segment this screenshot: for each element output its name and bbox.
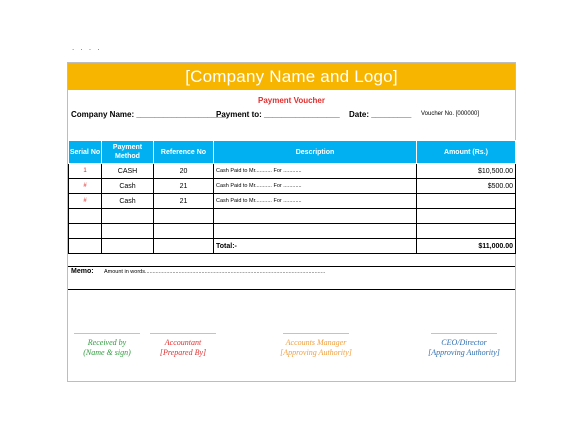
method-cell: Cash — [102, 179, 154, 194]
table-row — [69, 164, 516, 179]
signature-subtitle: [Prepared By] — [159, 348, 207, 357]
signature-subtitle: (Name & sign) — [83, 348, 131, 357]
signature-title: Accountant — [164, 338, 202, 347]
method-cell — [102, 224, 154, 239]
amount-cell: $500.00 — [417, 179, 516, 194]
accounts-manager-signature — [268, 333, 364, 358]
amount-cell — [417, 194, 516, 209]
empty-cell — [102, 239, 154, 254]
company-name-field: Company Name: ____________________ — [71, 110, 226, 119]
reference-cell: 21 — [154, 194, 214, 209]
serial-cell: # — [69, 179, 102, 194]
signature-subtitle: [Approving Authority] — [280, 348, 352, 357]
total-amount: $11,000.00 — [417, 239, 516, 254]
accountant-signature — [148, 333, 218, 358]
serial-cell — [69, 224, 102, 239]
voucher-meta — [68, 110, 515, 122]
empty-cell — [154, 239, 214, 254]
description-cell: Cash Paid to Mr........... For ............ — [214, 164, 417, 179]
method-cell: Cash — [102, 194, 154, 209]
payment-to-field: Payment to: _________________ — [216, 110, 340, 119]
method-cell: CASH — [102, 164, 154, 179]
signature-title: Accounts Manager — [285, 338, 347, 347]
reference-cell: 20 — [154, 164, 214, 179]
col-description: Description — [214, 141, 417, 164]
voucher-table — [68, 140, 516, 254]
table-row — [69, 224, 516, 239]
table-header-row — [69, 141, 516, 164]
table-row — [69, 179, 516, 194]
payment-voucher-sheet — [67, 62, 516, 382]
empty-cell — [69, 239, 102, 254]
signature-title: CEO/Director — [441, 338, 487, 347]
signature-title: Received by — [87, 338, 127, 347]
total-label: Total:- — [214, 239, 417, 254]
received-by-signature — [72, 333, 142, 358]
memo-label: Memo: — [71, 268, 94, 275]
table-row — [69, 209, 516, 224]
serial-cell: 1 — [69, 164, 102, 179]
memo-row — [68, 266, 515, 290]
amount-cell — [417, 224, 516, 239]
amount-cell: $10,500.00 — [417, 164, 516, 179]
col-serial-no: Serial No — [69, 141, 102, 164]
reference-cell — [154, 209, 214, 224]
company-header: [Company Name and Logo] — [68, 63, 515, 90]
table-row — [69, 194, 516, 209]
reference-cell: 21 — [154, 179, 214, 194]
description-cell — [214, 224, 417, 239]
col-reference-no: Reference No — [154, 141, 214, 164]
ceo-director-signature — [416, 333, 512, 358]
method-cell — [102, 209, 154, 224]
amount-cell — [417, 209, 516, 224]
amount-in-words: Amount in words...................................................................................................................... — [104, 269, 326, 275]
description-cell — [214, 209, 417, 224]
top-marks: . . . . — [72, 44, 102, 52]
col-payment-method: Payment Method — [102, 141, 154, 164]
col-amount: Amount (Rs.) — [417, 141, 516, 164]
voucher-title: Payment Voucher — [258, 96, 325, 105]
description-cell: Cash Paid to Mr........... For ............ — [214, 179, 417, 194]
voucher-number: Voucher No. [000000] — [421, 111, 480, 117]
serial-cell: # — [69, 194, 102, 209]
date-field: Date: _________ — [349, 110, 412, 119]
description-cell: Cash Paid to Mr........... For ............ — [214, 194, 417, 209]
total-row — [69, 239, 516, 254]
signature-subtitle: [Approving Authority] — [428, 348, 500, 357]
reference-cell — [154, 224, 214, 239]
serial-cell — [69, 209, 102, 224]
